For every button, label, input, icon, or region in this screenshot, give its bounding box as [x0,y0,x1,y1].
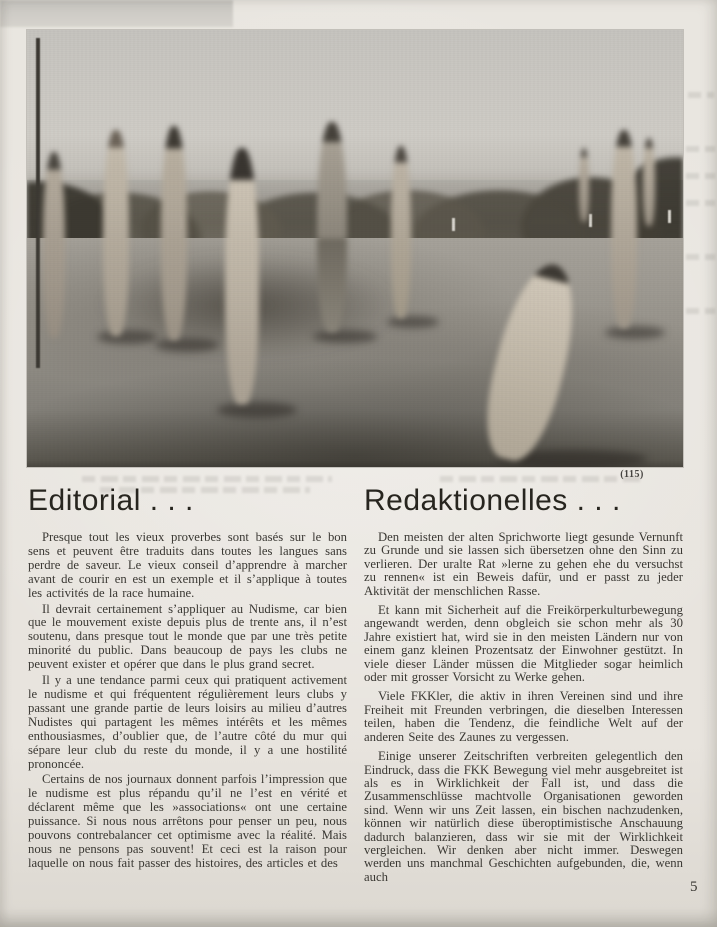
editorial-paragraph: Presque tout les vieux proverbes sont basés sur le bon sens et peuvent être traduits dans toutes les langues sans perdre de saveur. Le vieux conseil d’apprendre à marcher avant de courir en est un exemple et il s’applique à toutes les activités de la race humaine. [28,530,347,600]
editorial-paragraph: Il devrait certainement s’appliquer au Nudisme, car bien que le mouvement existe depuis plus de trente ans, il n’est soutenu, dans presque tout le monde que par une très petite minorité du public. Dans beaucoup de pays les clubs ne peuvent exister et opérer que dans le plus grand secret. [28,601,347,672]
editorial-paragraph: Il y a une tendance parmi ceux qui pratiquent activement le nudisme et qui fréquentent régulièrement leurs clubs y passant une grande partie de leurs loisirs au milieu d’autres Nudistes qui partagent les mêmes intérêts et les mêmes enthousiasmes, d’oublier que, de l’autre côté du mur qui sépare leur club du reste du monde, il y a une hostilité prononcée. [28,673,347,771]
bleed-through-text [686,200,715,206]
photo-caption: (115) [620,469,644,480]
bleed-through-text [686,308,715,314]
editorial-column [28,484,347,890]
scan-shadow-artifact [0,0,233,27]
bleed-through-text [686,173,715,179]
photo-grain [27,30,683,467]
bleed-through-text [82,476,332,482]
page-number: 5 [690,879,698,895]
redaktionelles-paragraph: Viele FKKler, die aktiv in ihren Vereinen sind und ihre Freiheit mit Freunden verbringen, die dieselben Interessen teilen, haben die Tendenz, die feindliche Welt auf der anderen Seite des Zaunes zu vergessen. [364,689,683,744]
text-columns [28,484,683,890]
redaktionelles-paragraph: Einige unserer Zeitschriften verbreiten gelegentlich den Eindruck, dass die FKK Bewegung viel mehr ausgebreitet ist als es in Wirklichkeit der Fall ist, und dass die Zusammenschlüsse machtvolle Organisationen geworden sind. Wenn wir uns Zeit lassen, ein bischen nachzudenken, können wir natürlich diese überoptimistische Anschauung dadurch balanzieren, dass wir sie mit der Wirklichkeit vergleichen. Wir denken aber nicht immer. Deswegen werden uns manchmal Geschichten aufgebunden, die, wenn auch [364,749,683,884]
bleed-through-text [686,146,715,152]
outdoor-group-photo [27,30,683,467]
bleed-through-text [686,254,715,260]
editorial-paragraph: Certains de nos journaux donnent parfois l’impression que le nudisme est plus répandu qu’il ne l’est en vérité et déclarent même que les »associations« ont une certaine puissance. Si nous nous arrêtons pour penser un peu, nous pouvons contrebalancer cet optimisme avec la réalité. Mais nous ne pensons pas souvent! Et ceci est la raison pour laquelle on nous fait passer des histoires, des articles et des [28,772,347,870]
redaktionelles-paragraph: Et kann mit Sicherheit auf die Freikörperkulturbewegung angewandt werden, denn obgleich sie schon mehr als 30 Jahre existiert hat, wird sie in den meisten Ländern nur von einem ganz kleinen Prozentsatz der Einwohner gestützt. In viele dieser Länder müssen die Mitglieder sogar heimlich oder mit grosser Vorsicht zu Werke gehen. [364,603,683,685]
bleed-through-text [688,92,714,98]
editorial-heading: Editorial . . . [28,484,194,517]
redaktionelles-paragraph: Den meisten der alten Sprichworte liegt gesunde Vernunft zu Grunde und sie lassen sich übersetzen ohne den Sinn zu verlieren. Der uralte Rat »lerne zu gehen ehe du versuchst zu rennen« ist ein Beweis dafür, und er passt zu jeder Aktivität der menschlichen Rasse. [364,530,683,598]
redaktionelles-heading: Redaktionelles . . . [364,484,621,517]
redaktionelles-column [364,484,683,890]
